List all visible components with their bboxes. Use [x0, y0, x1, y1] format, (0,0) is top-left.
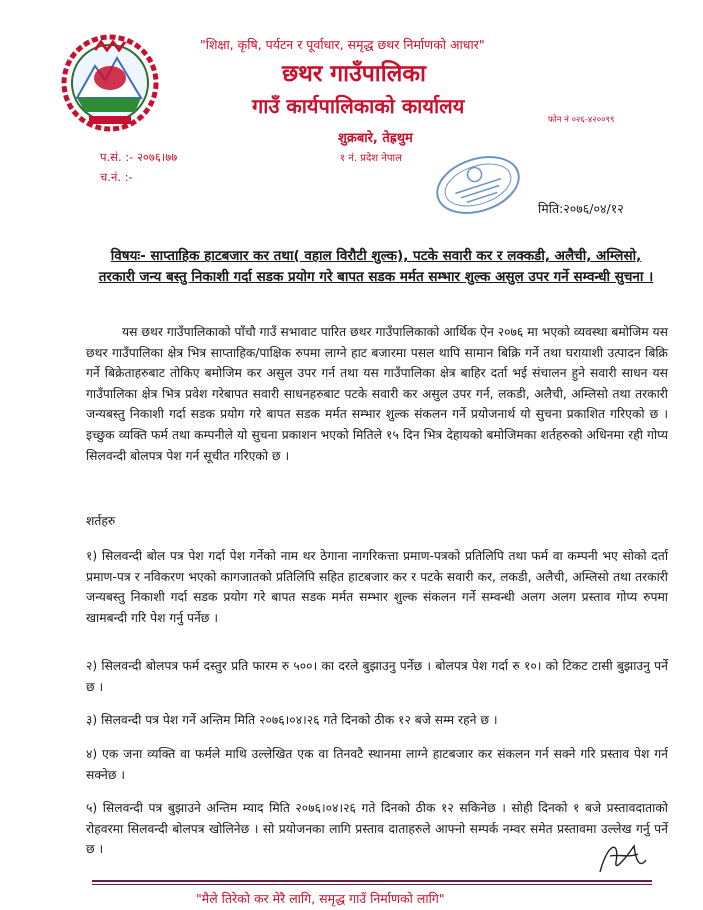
- footer-divider-thin: [92, 884, 652, 885]
- nepal-emblem-icon: [55, 28, 165, 142]
- organization-name: छथर गाउँपालिका: [282, 61, 426, 87]
- notice-subject-text: विषयः- साप्ताहिक हाटबजार कर तथा( वहाल विरौटी शुल्क), पटके सवारी कर र लक्कडी, अलैची, अम्लिसो, तरकारी जन्य बस्तु निकाशी गर्दा सडक प्रयोग गरे बापत सडक मर्मत सम्भार शुल्क असुल उपर गर्ने सम्वन्धी सुचना ।: [98, 248, 654, 285]
- province-name: १ नं. प्रदेश नेपाल: [340, 153, 402, 164]
- signature-icon: [590, 832, 650, 886]
- condition-item: २) सिलवन्दी बोलपत्र फर्म दस्तुर प्रति फारम रु ५००। का दरले बुझाउनु पर्नेछ । बोलपत्र पेश गर्दा रु १०। को टिकट टासी बुझाउनु पर्ने छ ।: [86, 659, 668, 694]
- conditions-heading: शर्तहरु: [86, 514, 116, 528]
- phone-number: फोन नं ०२६-४२००९९: [548, 115, 615, 125]
- intro-paragraph: यस छथर गाउँपालिकाको पाँचौ गाउँ सभावाट पारित छथर गाउँपालिकाको आर्थिक ऐन २०७६ मा भएको व्यवस्था बमोजिम यस छथर गाउँपालिका क्षेत्र भित्र साप्ताहिक/पाक्षिक रुपमा लाग्ने हाट बजारमा पसल थापि सामान बिक्रि गर्ने तथा घरायाशी उत्पादन बिक्रि गर्ने बिक्रेताहरुबाट तोकिए बमोजिम कर असुल उपर गर्न तथा यस गाउँपालिका क्षेत्र बाहिर दर्ता भई संचालन हुने सवारी साधन यस गाउँपालिका क्षेत्र भित्र प्रवेश गरेबापत सवारी साधनहरुबाट पटके सवारी कर असुल उपर गर्न, लकडी, अलैची, अम्लिसो तथा तरकारी जन्यबस्तु निकाशी गर्दा सडक प्रयोग गरे बापत सडक मर्मत सम्भार शुल्क संकलन गर्ने प्रयोजनार्थ यो सुचना प्रकाशित गरिएको छ । इच्छुक व्यक्ति फर्म तथा कम्पनीले यो सुचना प्रकाशन भएको मितिले १५ दिन भित्र देहायको बमोजिमका शर्तहरुको अधिनमा रही गोप्य सिलवन्दी बोलपत्र पेश गर्न सूचीत गरिएको छ ।: [86, 325, 668, 463]
- condition-item: ४) एक जना व्यक्ति वा फर्मले माथि उल्लेखित एक वा तिनवटै स्थानमा लाग्ने हाटबजार कर संकलन गर्न सक्ने गरि प्रस्ताव पेश गर्न सक्नेछ ।: [86, 747, 668, 782]
- letter-reference-number: प.सं. :- २०७६।७७: [100, 150, 178, 164]
- office-name: गाउँ कार्यपालिकाको कार्यालय: [252, 94, 465, 118]
- footer-divider: [92, 880, 652, 882]
- letter-date: मिति:२०७६/०४/१२: [538, 201, 624, 216]
- notice-subject: [96, 246, 656, 288]
- condition-item: १) सिलवन्दी बोल पत्र पेश गर्दा पेश गर्नेको नाम थर ठेगाना नागरिकत्ता प्रमाण-पत्रको प्रतिलिपि तथा फर्म वा कम्पनी भए सोको दर्ता प्रमाण-पत्र र नविकरण भएको कागजातको प्रतिलिपि सहित हाटबजार कर र पटके सवारी कर, लकडी, अलैची, अम्लिसो तथा तरकारी जन्यबस्तु निकाशी गर्दा सडक प्रयोग गरे बापत सडक मर्मत सम्भार शुल्क संकलन गर्ने सम्वन्धी अलग अलग प्रस्ताव गोप्य रुपमा खामबन्दी गरि पेश गर्नु पर्नेछ ।: [86, 549, 668, 625]
- condition-item: ३) सिलवन्दी पत्र पेश गर्ने अन्तिम मिति २०७६।०४।२६ गते दिनको ठीक १२ बजे सम्म रहने छ ।: [86, 713, 498, 727]
- office-address: शुक्रबारे, तेह्रथुम: [338, 131, 413, 146]
- dispatch-number: च.नं. :-: [100, 170, 133, 184]
- condition-item: ५) सिलवन्दी पत्र बुझाउने अन्तिम म्याद मिति २०७६।०४।२६ गते दिनको ठीक १२ सकिनेछ । सोही दिनको १ बजे प्रस्तावदाताको रोहवरमा सिलवन्दी बोलपत्र खोलिनेछ । सो प्रयोजनका लागि प्रस्ताव दाताहरुले आफ्नो सम्पर्क नम्वर समेत प्रस्तावमा उल्लेख गर्नु पर्ने छ ।: [86, 801, 668, 857]
- letterhead-motto: "शिक्षा, कृषि, पर्यटन र पूर्वाधार, समृद्ध छथर निर्माणको आधार": [200, 37, 485, 52]
- office-stamp-icon: [428, 150, 528, 224]
- footer-motto: "मैले तिरेको कर मेरै लागि, समृद्ध गाउँ निर्माणको लागि": [196, 891, 445, 906]
